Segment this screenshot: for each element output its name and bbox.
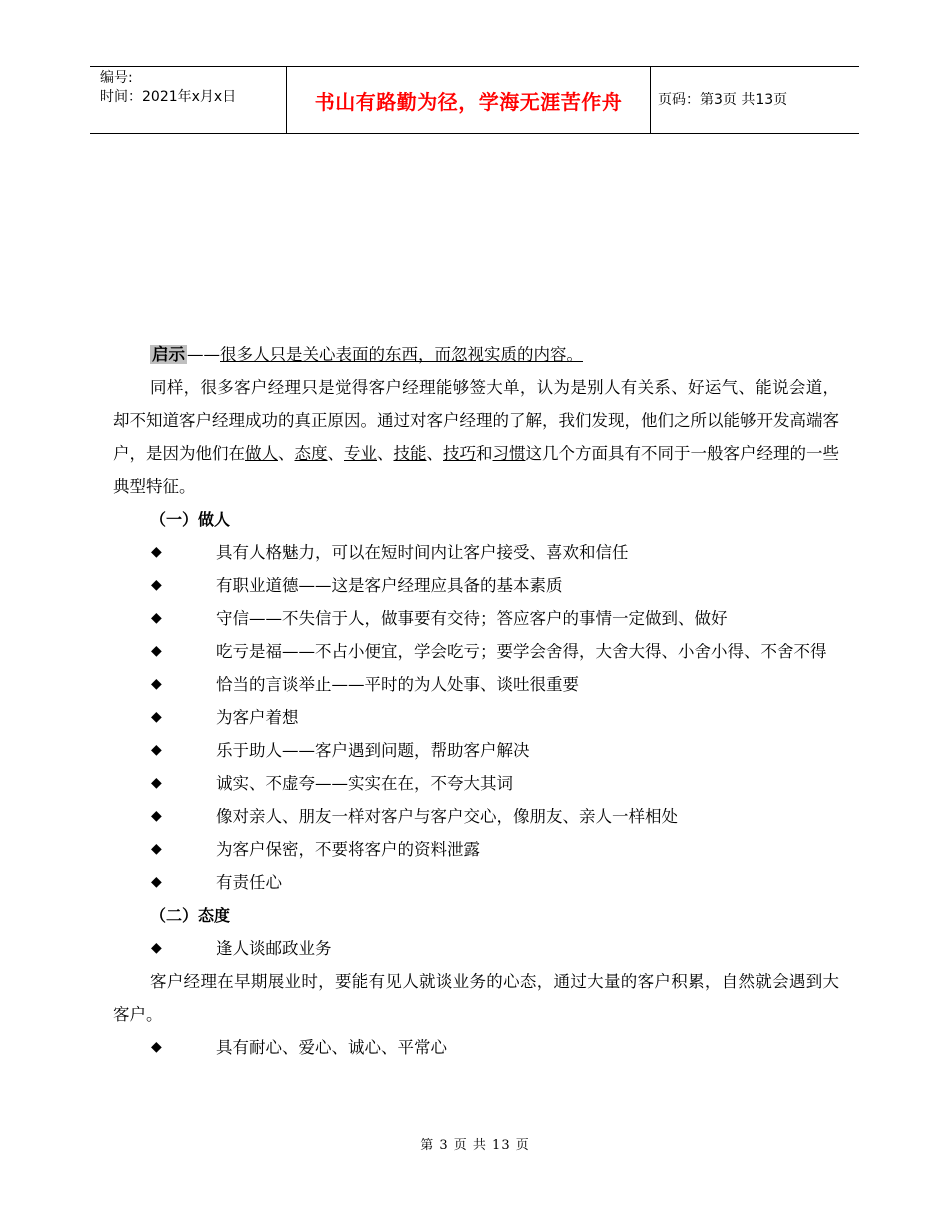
- time-label: 时间：2021年x月x日: [100, 89, 237, 105]
- list-item: [113, 833, 839, 866]
- separator: 、: [327, 444, 344, 463]
- diamond-bullet-icon: ◆: [151, 940, 162, 956]
- keyword-xiguan: 习惯: [492, 444, 526, 463]
- list-item-text: 为客户保密，不要将客户的资料泄露: [216, 840, 480, 859]
- separator: 、: [377, 444, 394, 463]
- list-item: [113, 800, 839, 833]
- keyword-jineng: 技能: [393, 444, 427, 463]
- keyword-zhuanye: 专业: [344, 444, 377, 463]
- list-item: [113, 602, 839, 635]
- keyword-taidu: 态度: [294, 444, 328, 463]
- motto-cell: [286, 67, 651, 133]
- conjunction: 和: [476, 444, 493, 463]
- list-item: [113, 701, 839, 734]
- intro-text-b: 这几个方面具有不同于一般客户经理的一些典型特征。: [113, 444, 839, 496]
- diamond-bullet-icon: ◆: [151, 1039, 162, 1055]
- list-item-text: 像对亲人、朋友一样对客户与客户交心，像朋友、亲人一样相处: [216, 807, 678, 826]
- list-item: [113, 569, 839, 602]
- list-item-text: 守信——不失信于人，做事要有交待；答应客户的事情一定做到、做好: [216, 609, 728, 628]
- diamond-bullet-icon: ◆: [151, 709, 162, 725]
- separator: 、: [426, 444, 443, 463]
- lead-text: 很多人只是关心表面的东西，而忽视实质的内容。: [220, 345, 583, 364]
- list-item-text: 恰当的言谈举止——平时的为人处事、谈吐很重要: [216, 675, 579, 694]
- list-item-text: 吃亏是福——不占小便宜，学会吃亏；要学会舍得，大舍大得、小舍小得、不舍不得: [216, 642, 827, 661]
- list-item-text: 有职业道德——这是客户经理应具备的基本素质: [216, 576, 563, 595]
- section-heading-1: （一）做人: [150, 510, 231, 529]
- separator: 、: [278, 444, 295, 463]
- motto-text: 书山有路勤为径，学海无涯苦作舟: [314, 89, 623, 114]
- list-item-text: 为客户着想: [216, 708, 299, 727]
- diamond-bullet-icon: ◆: [151, 841, 162, 857]
- keyword-zuoren: 做人: [245, 444, 278, 463]
- list-item-text: 有责任心: [216, 873, 282, 892]
- diamond-bullet-icon: ◆: [151, 742, 162, 758]
- attitude-paragraph: 客户经理在早期展业时，要能有见人就谈业务的心态，通过大量的客户积累，自然就会遇到大客户。: [113, 972, 839, 1024]
- list-item: [113, 635, 839, 668]
- intro-paragraph: [113, 371, 839, 503]
- list-item-text: 乐于助人——客户遇到问题，帮助客户解决: [216, 741, 530, 760]
- diamond-bullet-icon: ◆: [151, 676, 162, 692]
- section-heading-2: （二）态度: [150, 906, 231, 925]
- header-meta-cell: [90, 67, 286, 133]
- document-body: [113, 338, 839, 1064]
- diamond-bullet-icon: ◆: [151, 610, 162, 626]
- keyword-jiqiao: 技巧: [443, 444, 476, 463]
- list-item: [113, 866, 839, 899]
- list-item: [113, 734, 839, 767]
- list-item: [113, 668, 839, 701]
- list-item-text: 逢人谈邮政业务: [216, 939, 332, 958]
- list-item-text: 具有人格魅力，可以在短时间内让客户接受、喜欢和信任: [216, 543, 629, 562]
- list-item-text: 诚实、不虚夸——实实在在，不夸大其词: [216, 774, 513, 793]
- list-item-text: 具有耐心、爱心、诚心、平常心: [216, 1038, 447, 1057]
- diamond-bullet-icon: ◆: [151, 544, 162, 560]
- header-table: [90, 66, 859, 134]
- page-footer: 第 3 页 共 13 页: [420, 1138, 530, 1153]
- lead-dash: ——: [187, 345, 220, 364]
- page-code-cell: [650, 67, 859, 133]
- lead-label: 启示: [152, 345, 185, 364]
- list-item: [113, 767, 839, 800]
- diamond-bullet-icon: ◆: [151, 643, 162, 659]
- diamond-bullet-icon: ◆: [151, 577, 162, 593]
- diamond-bullet-icon: ◆: [151, 775, 162, 791]
- lead-paragraph: [113, 338, 839, 371]
- list-item: [113, 536, 839, 569]
- number-label: 编号:: [100, 70, 133, 86]
- page-code: 页码：第3页 共13页: [658, 91, 788, 108]
- diamond-bullet-icon: ◆: [151, 808, 162, 824]
- intro-text-a: 同样，很多客户经理只是觉得客户经理能够签大单，认为是别人有关系、好运气、能说会道，却不知道客户经理成功的真正原因。通过对客户经理的了解，我们发现，他们之所以能够开发高端客户，是因为他们在: [113, 378, 839, 463]
- list-item: [113, 1031, 839, 1064]
- diamond-bullet-icon: ◆: [151, 874, 162, 890]
- list-item: [113, 932, 839, 965]
